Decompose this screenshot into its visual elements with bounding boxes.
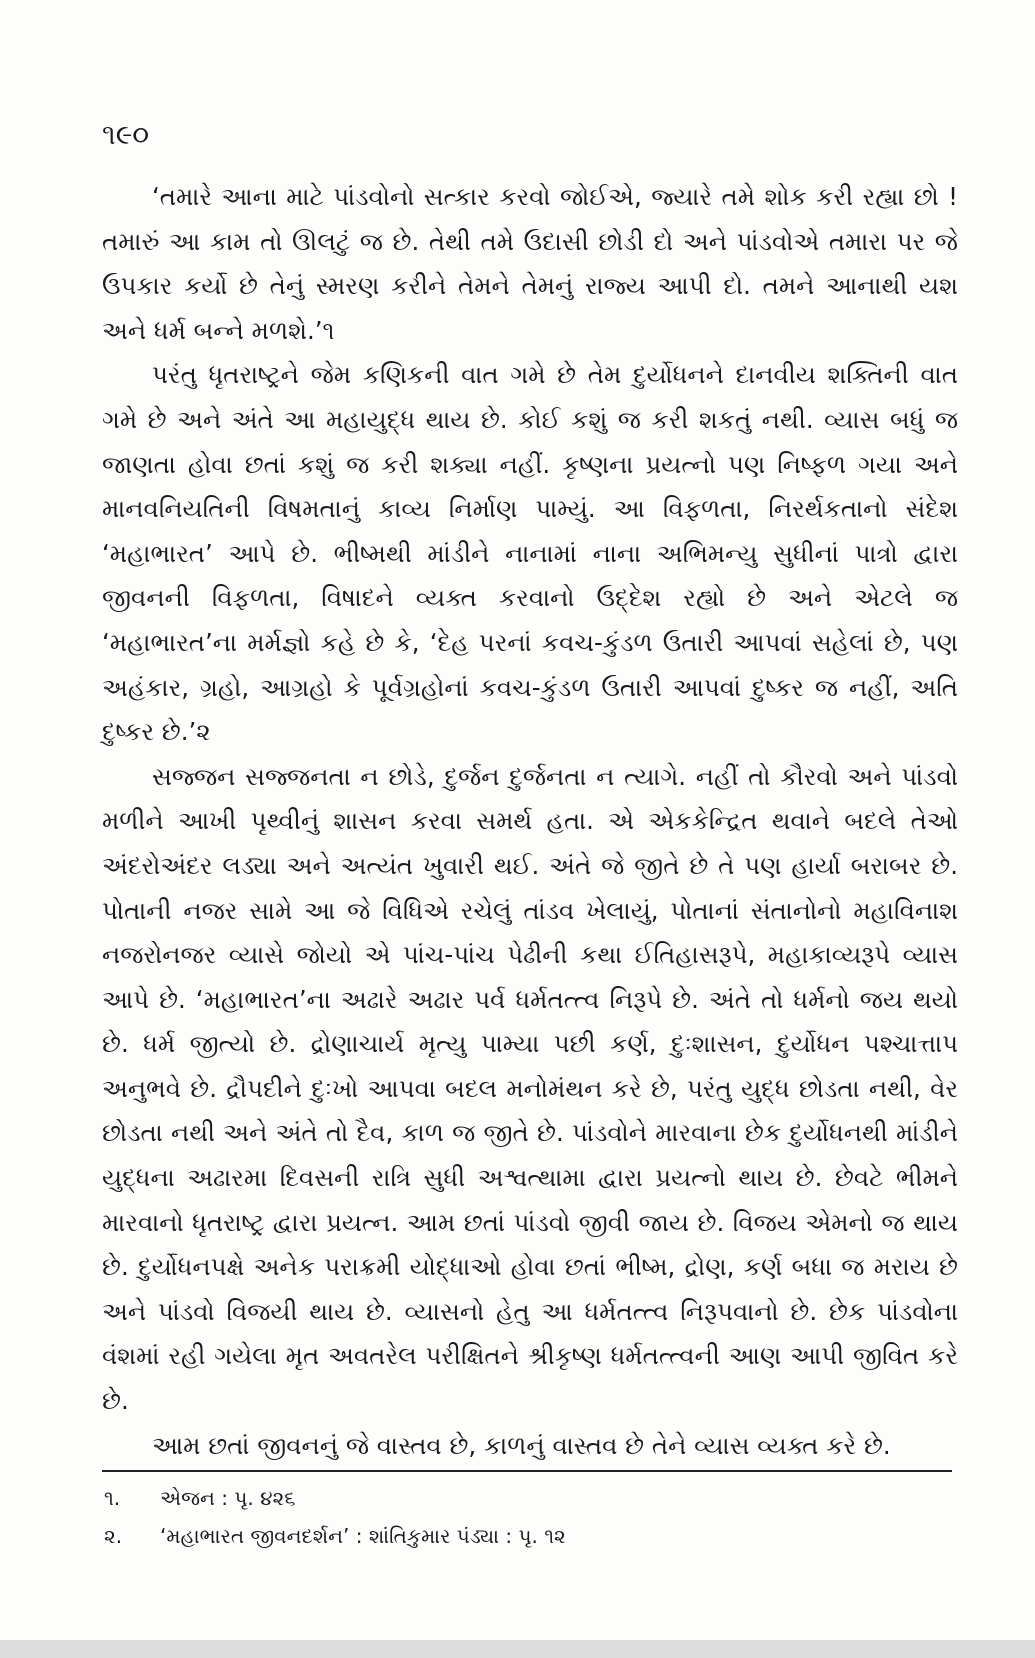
page-number: ૧૯૦ [102, 118, 150, 151]
paragraph-1: ‘તમારે આના માટે પાંડવોનો સત્કાર કરવો જોઈએ, જ્યારે તમે શોક કરી રહ્યા છો ! તમારું આ કામ તો ઊલટું જ છે. તેથી તમે ઉદાસી છોડી દો અને પાંડવોએ તમારા પર જે ઉપકાર કર્યો છે તેનું સ્મરણ કરીને તેમને તેમનું રાજ્ય આપી દો. તમને આનાથી યશ અને ધર્મ બન્ને મળશે.’૧ [102, 182, 958, 345]
footnote-2 [104, 1517, 954, 1555]
body-text [102, 175, 958, 1468]
footnote-text: ‘મહાભારત જીવનદર્શન’ : શાંતિકુમાર પંડ્યા : પૃ. ૧૨ [160, 1524, 566, 1548]
paragraph-4: આમ છતાં જીવનનું જે વાસ્તવ છે, કાળનું વાસ્તવ છે તેને વ્યાસ વ્યક્ત કરે છે. [152, 1430, 891, 1460]
footnote-number: ૧. [104, 1486, 121, 1510]
paragraph-3: સજ્જન સજ્જનતા ન છોડે, દુર્જન દુર્જનતા ન ત્યાગે. નહીં તો કૌરવો અને પાંડવો મળીને આખી પૃથ્વીનું શાસન કરવા સમર્થ હતા. એ એકકેન્દ્રિત થવાને બદલે તેઓ અંદરોઅંદર લડ્યા અને અત્યંત ખુવારી થઈ. અંતે જે જીતે છે તે પણ હાર્યા બરાબર છે. પોતાની નજર સામે આ જે વિધિએ રચેલું તાંડવ ખેલાયું, પોતાનાં સંતાનોનો મહાવિનાશ નજરોનજર વ્યાસે જોયો એ પાંચ-પાંચ પેઢીની કથા ઈતિહાસરૂપે, મહાકાવ્યરૂપે વ્યાસ આપે છે. ‘મહાભારત’ના અઢારે અઢાર પર્વ ધર્મતત્ત્વ નિરૂપે છે. અંતે તો ધર્મનો જય થયો છે. ધર્મ જીત્યો છે. દ્રોણાચાર્ય મૃત્યુ પામ્યા પછી કર્ણ, દુઃશાસન, દુર્યોધન પશ્ચાત્તાપ અનુભવે છે. દ્રૌપદીને દુઃખો આપવા બદલ મનોમંથન કરે છે, પરંતુ યુદ્ધ છોડતા નથી, વેર છોડતા નથી અને અંતે તો દૈવ, કાળ જ જીતે છે. પાંડવોને મારવાના છેક દુર્યોધનથી માંડીને યુદ્ધના અઢારમા દિવસની રાત્રિ સુધી અશ્વત્થામા દ્વારા પ્રયત્નો થાય છે. છેવટે ભીમને મારવાનો ધૃતરાષ્ટ્ર દ્વારા પ્રયત્ન. આમ છતાં પાંડવો જીવી જાય છે. વિજય એમનો જ થાય છે. દુર્યોધનપક્ષે અનેક પરાક્રમી યોદ્ધાઓ હોવા છતાં ભીષ્મ, દ્રોણ, કર્ણ બધા જ મરાય છે અને પાંડવો વિજયી થાય છે. વ્યાસનો હેતુ આ ધર્મતત્ત્વ નિરૂપવાનો છે. છેક પાંડવોના વંશમાં રહી ગયેલા મૃત અવતરેલ પરીક્ષિતને શ્રીકૃષ્ણ ધર્મતત્ત્વની આણ આપી જીવિત કરે છે. [102, 761, 958, 1416]
footnote-text: એજન : પૃ. ૪૨૬ [160, 1486, 296, 1510]
footnote-1 [104, 1479, 954, 1517]
footnote-number: ૨. [104, 1524, 123, 1548]
paragraph-2: પરંતુ ધૃતરાષ્ટ્રને જેમ કણિકની વાત ગમે છે તેમ દુર્યોધનને દાનવીય શક્તિની વાત ગમે છે અને અંતે આ મહાયુદ્ધ થાય છે. કોઈ કશું જ કરી શકતું નથી. વ્યાસ બધું જ જાણતા હોવા છતાં કશું જ કરી શક્યા નહીં. કૃષ્ણના પ્રયત્નો પણ નિષ્ફળ ગયા અને માનવનિયતિની વિષમતાનું કાવ્ય નિર્માણ પામ્યું. આ વિફળતા, નિરર્થકતાનો સંદેશ ‘મહાભારત’ આપે છે. ભીષ્મથી માંડીને નાનામાં નાના અભિમન્યુ સુધીનાં પાત્રો દ્વારા જીવનની વિફળતા, વિષાદને વ્યક્ત કરવાનો ઉદ્દેશ રહ્યો છે અને એટલે જ ‘મહાભારત’ના મર્મજ્ઞો કહે છે કે, ‘દેહ પરનાં કવચ-કુંડળ ઉતારી આપવાં સહેલાં છે, પણ અહંકાર, ગ્રહો, આગ્રહો કે પૂર્વગ્રહોનાં કવચ-કુંડળ ઉતારી આપવાં દુષ્કર જ નહીં, અતિ દુષ્કર છે.’૨ [102, 360, 958, 747]
footnotes [104, 1479, 954, 1555]
footnote-divider [102, 1470, 952, 1472]
scan-bottom-edge [0, 1640, 1035, 1658]
